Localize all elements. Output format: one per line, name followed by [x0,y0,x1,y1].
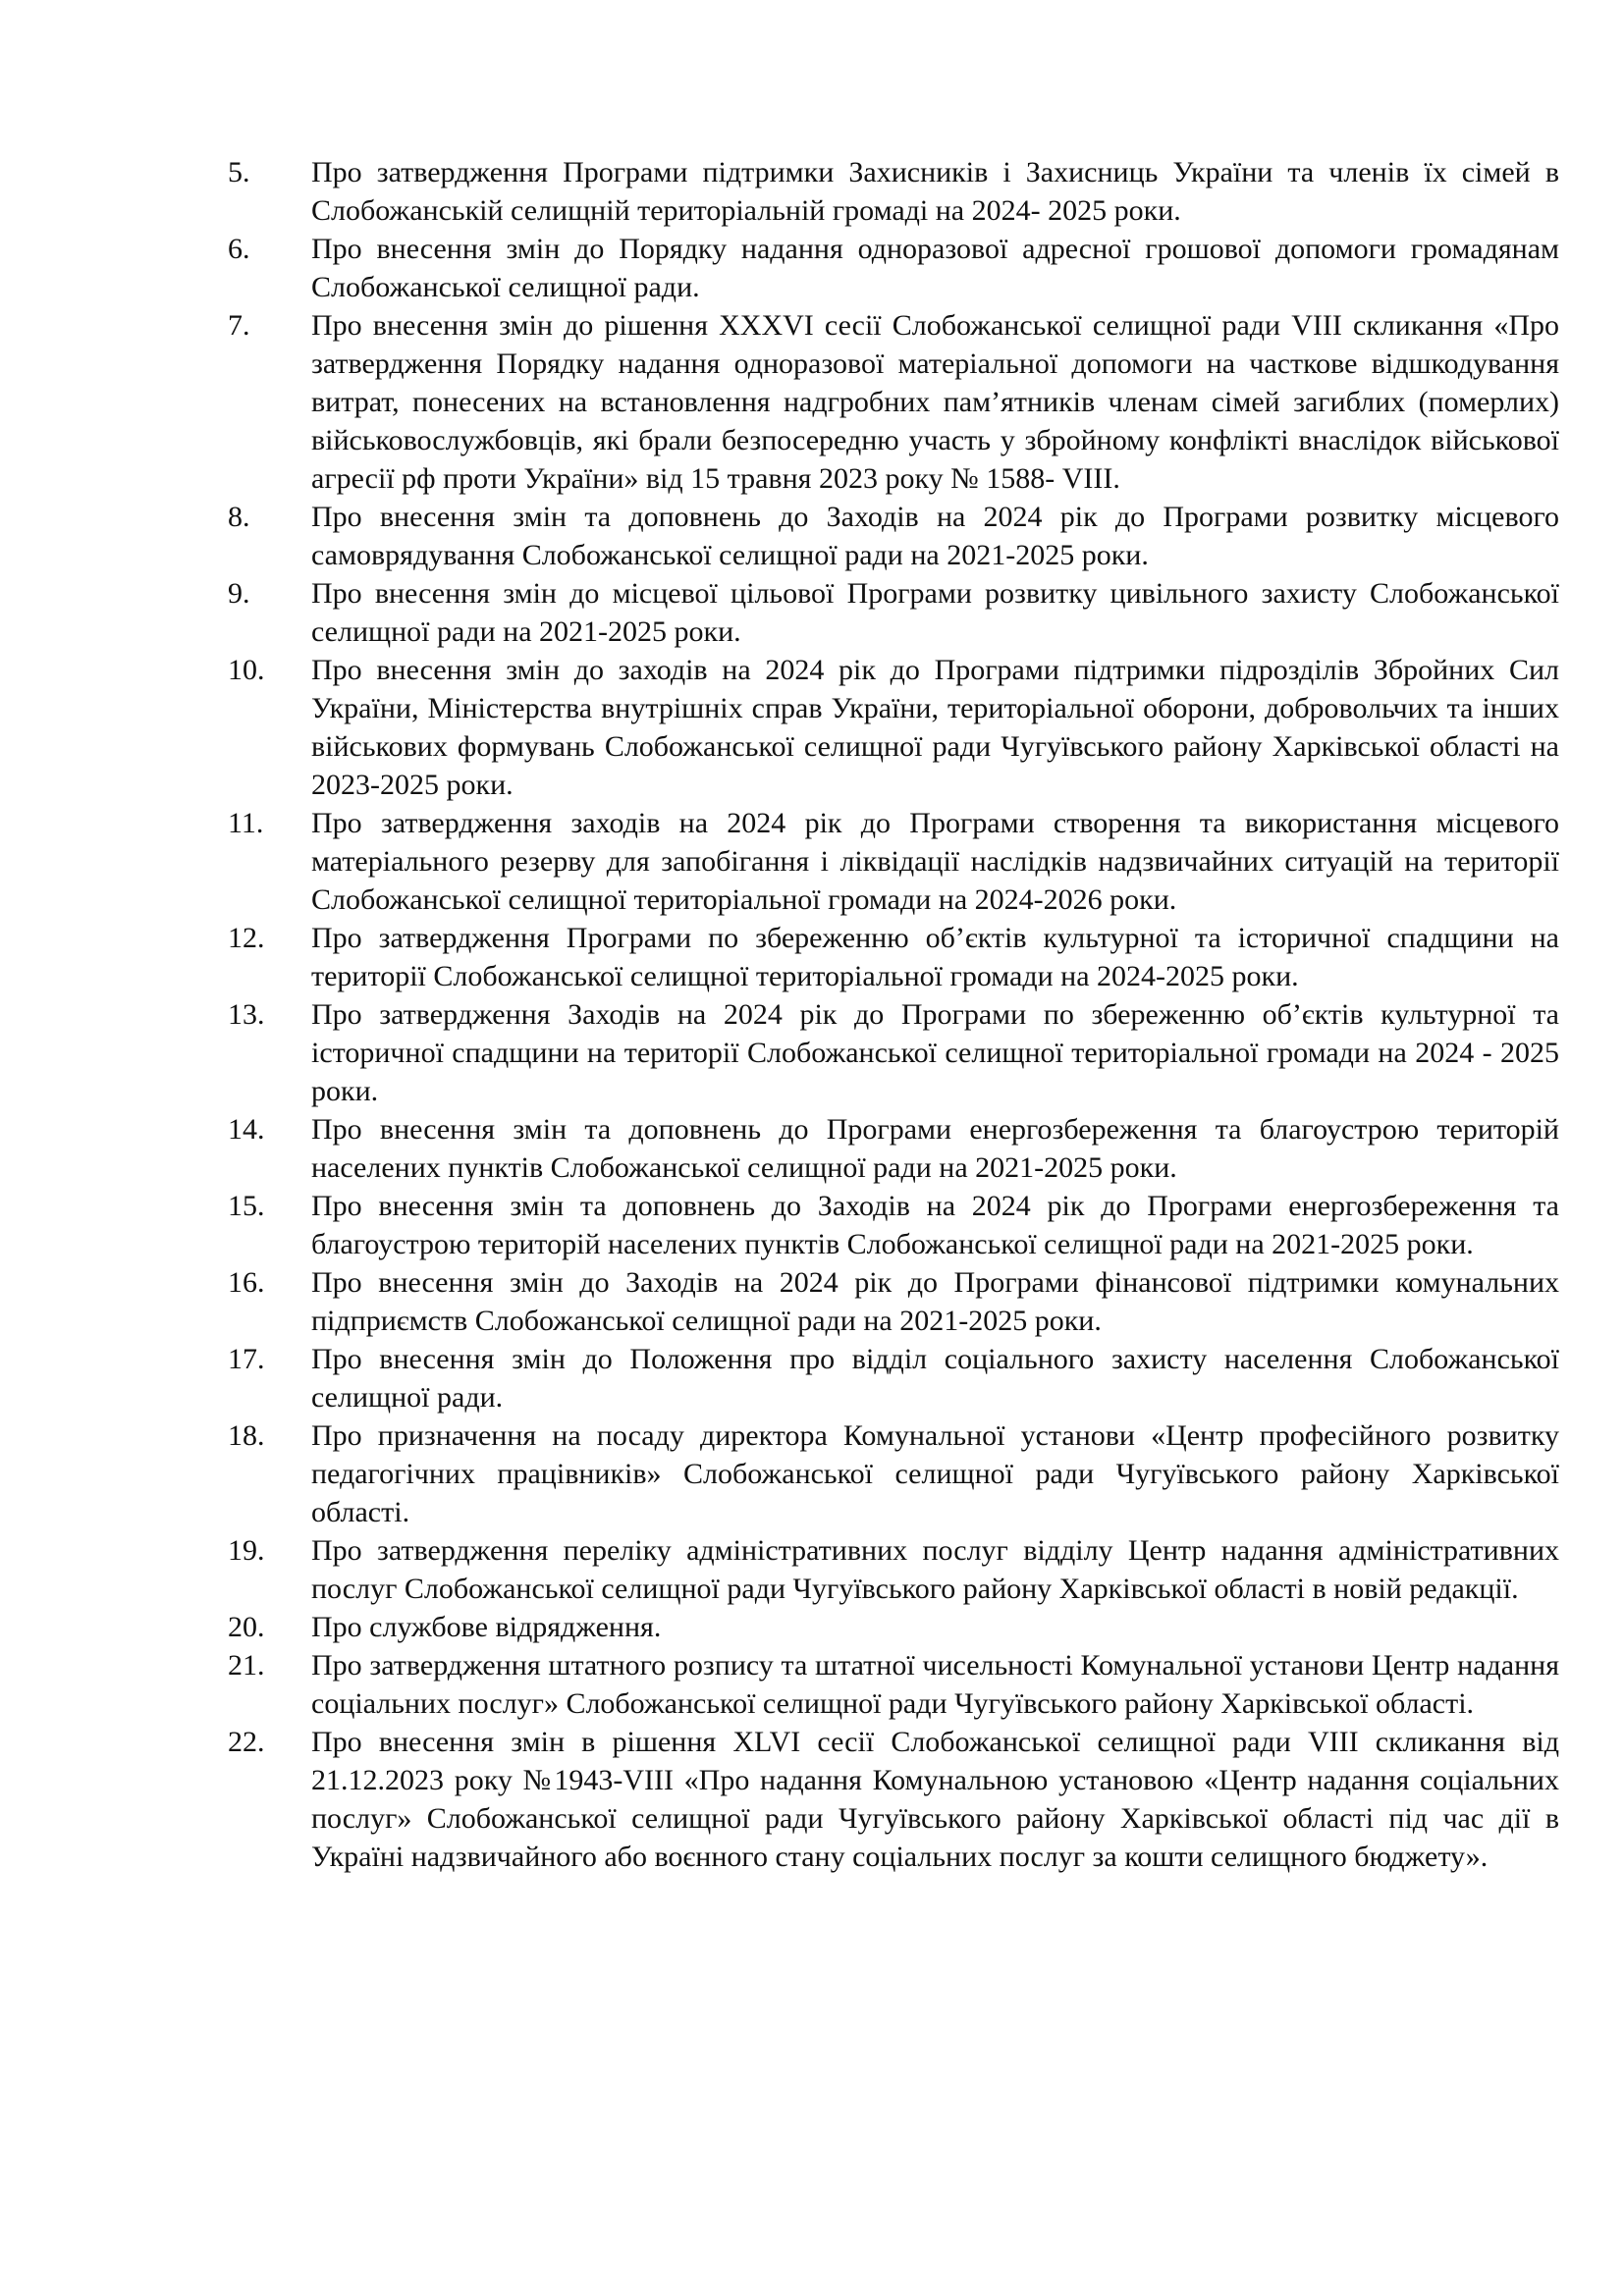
agenda-item [228,306,1559,498]
agenda-item [228,995,1559,1110]
item-number: 7. [228,309,250,342]
item-text: Про внесення змін до Порядку надання одноразової адресної грошової допомоги громадянам Слобожанської селищної ради. [311,233,1559,303]
agenda-item [228,651,1559,804]
item-number: 10. [228,654,265,686]
item-number: 21. [228,1649,265,1682]
agenda-item [228,1187,1559,1263]
agenda-item [228,153,1559,230]
agenda-list [228,153,1559,1876]
item-text: Про внесення змін до рішення XXXVI сесії Слобожанської селищної ради VIII скликання «Про затвердження Порядку надання одноразової матеріальної допомоги на часткове відшкодування витрат, понесених на встановлення надгробних пам’ятників членам сімей загиблих (померлих) військовослужбовців, які брали безпосередню участь у збройному конфлікті внаслідок військової агресії рф проти України» від 15 травня 2023 року № 1588- VIII. [311,309,1559,495]
item-number: 19. [228,1534,265,1567]
agenda-item [228,1531,1559,1608]
agenda-item [228,1340,1559,1416]
item-text: Про затвердження переліку адміністративних послуг відділу Центр надання адміністративних послуг Слобожанської селищної ради Чугуївського району Харківської області в новій редакції. [311,1534,1559,1605]
item-text: Про затвердження Заходів на 2024 рік до Програми по збереженню об’єктів культурної та історичної спадщини на території Слобожанської селищної територіальної громади на 2024 - 2025 роки. [311,998,1559,1107]
agenda-item [228,1416,1559,1531]
item-number: 9. [228,577,250,610]
agenda-item [228,1646,1559,1723]
item-number: 6. [228,233,250,265]
agenda-item [228,574,1559,651]
item-number: 16. [228,1266,265,1299]
agenda-item [228,1263,1559,1340]
item-number: 13. [228,998,265,1031]
agenda-item [228,498,1559,574]
agenda-item [228,1608,1559,1646]
item-number: 17. [228,1343,265,1375]
item-number: 15. [228,1190,265,1222]
item-text: Про затвердження Програми по збереженню об’єктів культурної та історичної спадщини на території Слобожанської селищної територіальної громади на 2024-2025 роки. [311,922,1559,992]
item-text: Про затвердження Програми підтримки Захисників і Захисниць України та членів їх сімей в Слобожанській селищній територіальній громаді на 2024- 2025 роки. [311,156,1559,227]
item-text: Про внесення змін до Заходів на 2024 рік до Програми фінансової підтримки комунальних підприємств Слобожанської селищної ради на 2021-2025 роки. [311,1266,1559,1337]
item-number: 18. [228,1419,265,1452]
agenda-item [228,919,1559,995]
item-text: Про внесення змін та доповнень до Програми енергозбереження та благоустрою територій населених пунктів Слобожанської селищної ради на 2021-2025 роки. [311,1113,1559,1184]
item-text: Про внесення змін до місцевої цільової Програми розвитку цивільного захисту Слобожанської селищної ради на 2021-2025 роки. [311,577,1559,648]
item-number: 11. [228,807,264,839]
agenda-item [228,1723,1559,1876]
item-text: Про внесення змін та доповнень до Заходів на 2024 рік до Програми розвитку місцевого самоврядування Слобожанської селищної ради на 2021-2025 роки. [311,501,1559,571]
item-number: 8. [228,501,250,533]
item-text: Про службове відрядження. [311,1611,662,1643]
item-number: 5. [228,156,250,188]
item-text: Про внесення змін до Положення про відділ соціального захисту населення Слобожанської селищної ради. [311,1343,1559,1414]
item-text: Про внесення змін до заходів на 2024 рік до Програми підтримки підрозділів Збройних Сил України, Міністерства внутрішніх справ України, територіальної оборони, добровольчих та інших військових формувань Слобожанської селищної ради Чугуївського району Харківської області на 2023-2025 роки. [311,654,1559,801]
agenda-item [228,804,1559,919]
agenda-item [228,230,1559,306]
agenda-item [228,1110,1559,1187]
item-number: 14. [228,1113,265,1146]
item-text: Про внесення змін в рішення XLVI сесії Слобожанської селищної ради VIII скликання від 21.12.2023 року №1943-VIII «Про надання Комунальною установою «Центр надання соціальних послуг» Слобожанської селищної ради Чугуївського району Харківської області під час дії в Україні надзвичайного або воєнного стану соціальних послуг за кошти селищного бюджету». [311,1726,1559,1873]
item-number: 12. [228,922,265,954]
item-number: 22. [228,1726,265,1758]
item-text: Про внесення змін та доповнень до Заходів на 2024 рік до Програми енергозбереження та благоустрою територій населених пунктів Слобожанської селищної ради на 2021-2025 роки. [311,1190,1559,1260]
item-text: Про призначення на посаду директора Комунальної установи «Центр професійного розвитку педагогічних працівників» Слобожанської селищної ради Чугуївського району Харківської області. [311,1419,1559,1528]
item-text: Про затвердження штатного розпису та штатної чисельності Комунальної установи Центр надання соціальних послуг» Слобожанської селищної ради Чугуївського району Харківської області. [311,1649,1559,1720]
item-text: Про затвердження заходів на 2024 рік до Програми створення та використання місцевого матеріального резерву для запобігання і ліквідації наслідків надзвичайних ситуацій на території Слобожанської селищної територіальної громади на 2024-2026 роки. [311,807,1559,916]
item-number: 20. [228,1611,265,1643]
